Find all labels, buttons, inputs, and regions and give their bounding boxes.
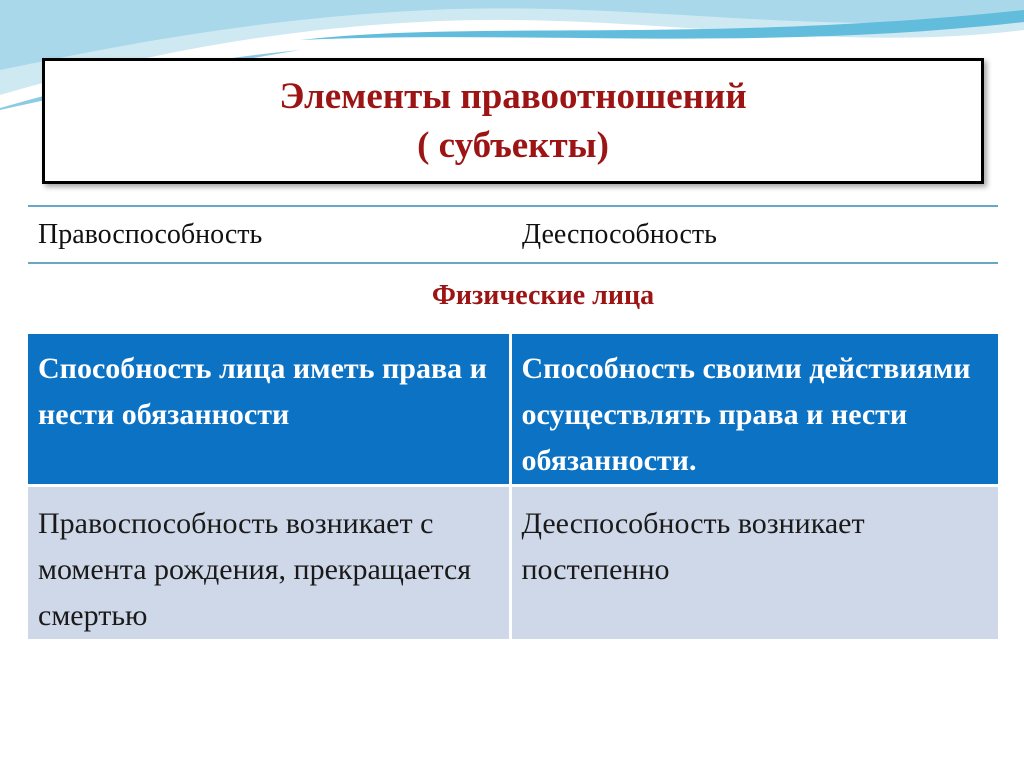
section-subtitle: Физические лица — [431, 280, 655, 311]
title-line-1: Элементы правоотношений — [279, 76, 747, 117]
label-active-capacity: Дееспособность — [522, 219, 717, 250]
row-cell-left: Правоспособность возникает с момента рождения, прекращается смертью — [28, 486, 510, 640]
label-legal-capacity: Правоспособность — [38, 219, 263, 250]
row-cell-right: Дееспособность возникает постепенно — [510, 486, 998, 640]
header-cell-left: Способность лица иметь права и нести обязанности — [28, 334, 510, 486]
title-box — [42, 58, 984, 184]
header-cell-right: Способность своими действиями осуществлять права и нести обязанности. — [510, 334, 998, 486]
title-line-2: ( субъекты) — [417, 125, 609, 166]
comparison-table — [28, 334, 998, 639]
divider-bottom — [28, 262, 998, 264]
table-header-row — [28, 334, 998, 486]
table-row — [28, 486, 998, 640]
divider-top — [28, 205, 998, 207]
